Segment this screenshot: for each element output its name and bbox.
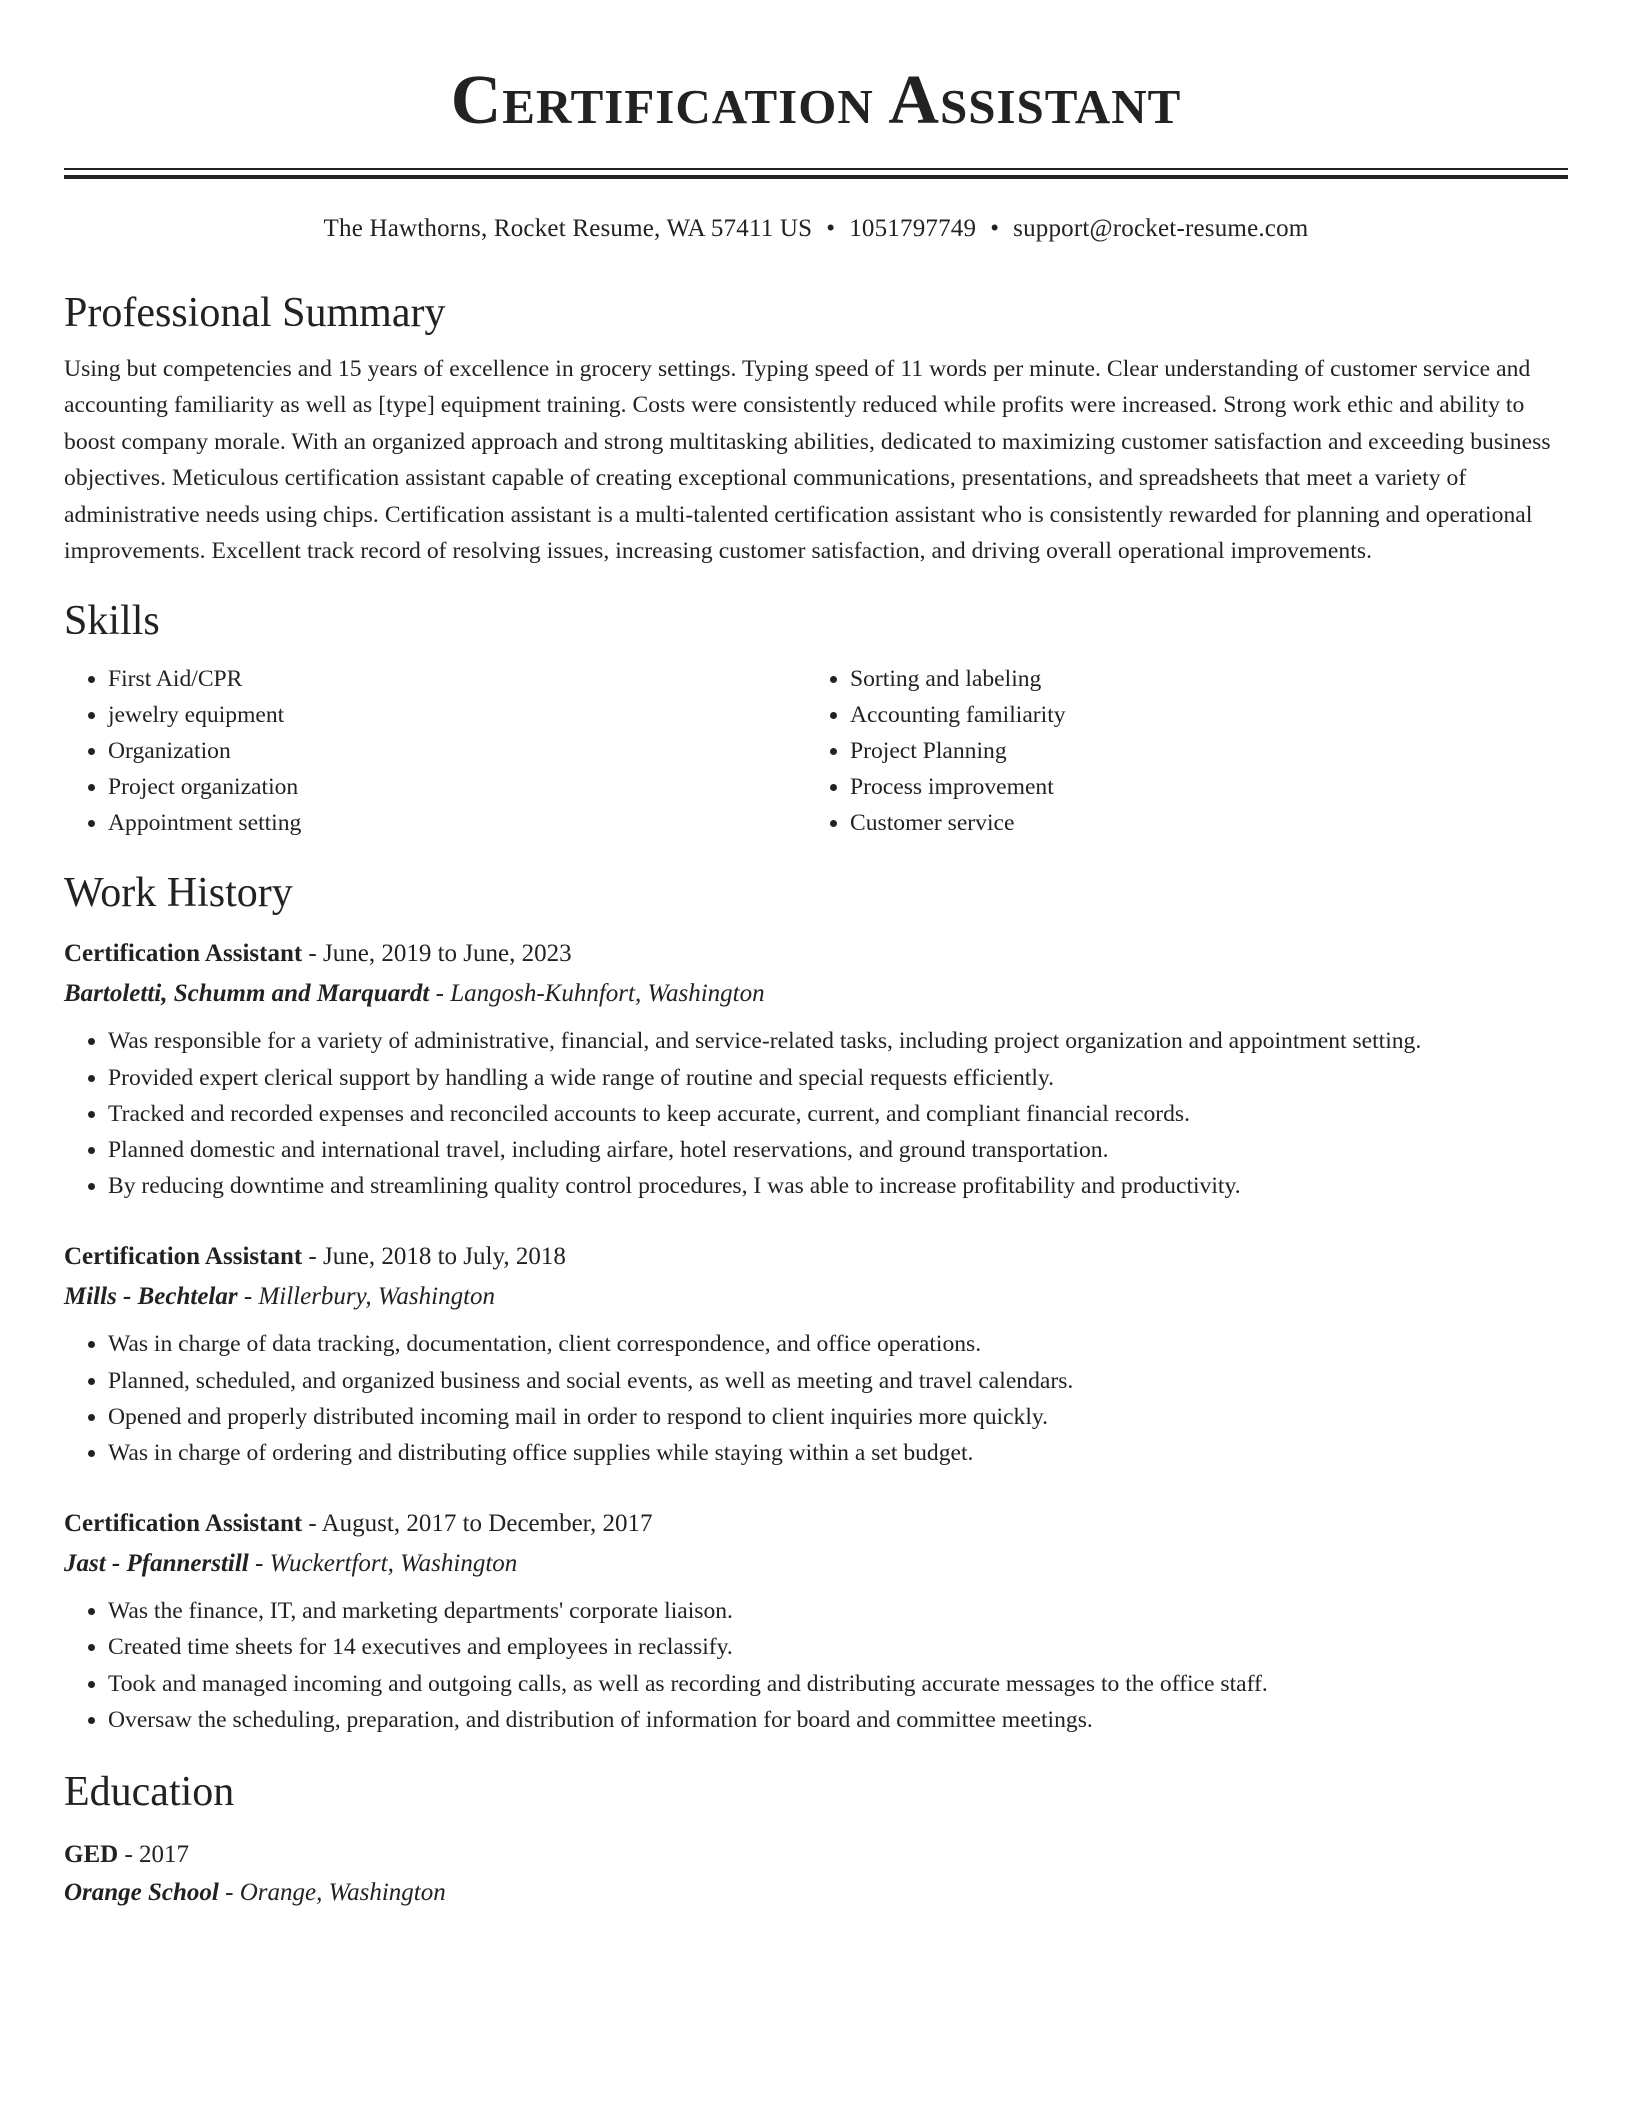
skill-item: • Organization (108, 733, 806, 769)
job-duties (64, 1593, 1568, 1738)
header-rule-thick (64, 175, 1568, 179)
job-duties (64, 1326, 1568, 1471)
contact-email: support@rocket-resume.com (1013, 215, 1309, 242)
contact-separator: • (826, 215, 836, 242)
job-duty: • Took and managed incoming and outgoing calls, as well as recording and distributing accurate messages to the office staff. (108, 1666, 1568, 1702)
job-dates: August, 2017 to December, 2017 (321, 1510, 653, 1538)
skill-item: • Accounting familiarity (850, 697, 1548, 733)
education-degree: GED (64, 1841, 119, 1869)
contact-separator: • (990, 215, 1000, 242)
job-header: Certification Assistant - August, 2017 to December, 2017 (64, 1510, 653, 1538)
job-company: Jast - Pfannerstill (64, 1550, 249, 1578)
job-location: Langosh-Kuhnfort, Washington (450, 980, 765, 1008)
education-school-line: Orange School - Orange, Washington (64, 1879, 446, 1907)
skills-column-left (64, 661, 806, 841)
contact-address: The Hawthorns, Rocket Resume, WA 57411 US (323, 215, 813, 242)
job-entry (64, 1240, 1568, 1471)
job-company-line: Jast - Pfannerstill - Wuckertfort, Washington (64, 1550, 518, 1578)
job-duty: • Provided expert clerical support by handling a wide range of routine and special requests efficiently. (108, 1060, 1568, 1096)
job-duty: • Was responsible for a variety of administrative, financial, and service-related tasks, including project organization and appointment setting. (108, 1023, 1568, 1059)
skills-column-right (806, 661, 1548, 841)
job-duty: • By reducing downtime and streamlining quality control procedures, I was able to increase profitability and productivity. (108, 1168, 1568, 1204)
job-duty: • Was in charge of data tracking, documentation, client correspondence, and office operations. (108, 1326, 1568, 1362)
contact-line (64, 213, 1568, 245)
education-entry (64, 1838, 1568, 1910)
job-role: Certification Assistant (64, 940, 303, 968)
resume-name: Certification Assistant (450, 62, 1182, 139)
summary-heading: Professional Summary (64, 290, 446, 336)
job-duty: • Oversaw the scheduling, preparation, and distribution of information for board and committee meetings. (108, 1702, 1568, 1738)
header-rule-thin (64, 168, 1568, 170)
skill-item: • Project organization (108, 769, 806, 805)
job-duty: • Was the finance, IT, and marketing departments' corporate liaison. (108, 1593, 1568, 1629)
job-location: Millerbury, Washington (258, 1283, 496, 1311)
job-company: Bartoletti, Schumm and Marquardt (64, 980, 430, 1008)
job-role: Certification Assistant (64, 1243, 303, 1271)
work-history-heading: Work History (64, 870, 293, 917)
summary-text: Using but competencies and 15 years of excellence in grocery settings. Typing speed of 11 words per minute. Clear understanding of customer service and accounting familiarity as well as [type] equipment training. Costs were consistently reduced while profits were increased. Strong work ethic and ability to boost company morale. With an organized approach and strong multitasking abilities, dedicated to maximizing customer satisfaction and exceeding business objectives. Meticulous certification assistant capable of creating exceptional communications, presentations, and spreadsheets that meet a variety of administrative needs using chips. Certification assistant is a multi-talented certification assistant who is consistently rewarded for planning and operational improvements. Excellent track record of resolving issues, increasing customer satisfaction, and driving overall operational improvements. (64, 356, 1551, 565)
job-duty: • Opened and properly distributed incoming mail in order to respond to client inquiries more quickly. (108, 1399, 1568, 1435)
skill-item: • Sorting and labeling (850, 661, 1548, 697)
job-company-line: Mills - Bechtelar - Millerbury, Washington (64, 1283, 496, 1311)
job-duty: • Tracked and recorded expenses and reconciled accounts to keep accurate, current, and compliant financial records. (108, 1096, 1568, 1132)
skill-item: • jewelry equipment (108, 697, 806, 733)
job-dates: June, 2019 to June, 2023 (323, 940, 572, 968)
job-header: Certification Assistant - June, 2019 to June, 2023 (64, 940, 572, 968)
job-role: Certification Assistant (64, 1510, 303, 1538)
skills-heading: Skills (64, 598, 160, 645)
job-location: Wuckertfort, Washington (269, 1550, 518, 1578)
job-entry (64, 937, 1568, 1204)
job-duty: • Was in charge of ordering and distributing office supplies while staying within a set budget. (108, 1435, 1568, 1471)
education-location: Orange, Washington (239, 1879, 446, 1907)
skills-list (64, 661, 1568, 841)
education-school: Orange School (64, 1879, 219, 1907)
job-company-line: Bartoletti, Schumm and Marquardt - Langosh-Kuhnfort, Washington (64, 980, 765, 1008)
skill-item: • Customer service (850, 805, 1548, 841)
job-duties (64, 1023, 1568, 1204)
contact-phone: 1051797749 (849, 215, 977, 242)
education-heading: Education (64, 1769, 235, 1816)
skill-item: • Process improvement (850, 769, 1548, 805)
job-duty: • Planned domestic and international travel, including airfare, hotel reservations, and ground transportation. (108, 1132, 1568, 1168)
job-company: Mills - Bechtelar (64, 1283, 238, 1311)
skill-item: • Appointment setting (108, 805, 806, 841)
education-header: GED - 2017 (64, 1841, 190, 1869)
education-year: 2017 (139, 1841, 190, 1869)
job-header: Certification Assistant - June, 2018 to July, 2018 (64, 1243, 566, 1271)
skill-item: • Project Planning (850, 733, 1548, 769)
job-entry (64, 1507, 1568, 1738)
job-dates: June, 2018 to July, 2018 (323, 1243, 566, 1271)
job-duty: • Created time sheets for 14 executives and employees in reclassify. (108, 1629, 1568, 1665)
skill-item: • First Aid/CPR (108, 661, 806, 697)
job-duty: • Planned, scheduled, and organized business and social events, as well as meeting and travel calendars. (108, 1363, 1568, 1399)
